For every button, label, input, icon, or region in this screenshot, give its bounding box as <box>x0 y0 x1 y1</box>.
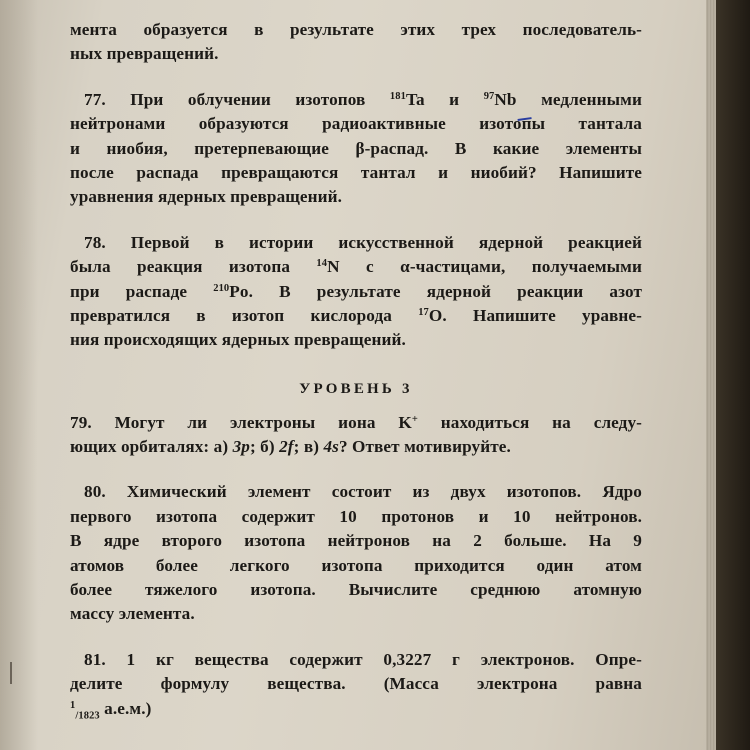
text-line: 80. Химический элемент состоит из двух изотопов. Ядро <box>84 482 642 502</box>
text-line: ния происходящих ядерных превращений. <box>70 330 406 350</box>
text-line: превратился в изотоп кислорода $^{17}$O. Напишите уравне- <box>70 305 642 325</box>
text-line: нейтронами образуются радиоактивные изотопы тантала <box>70 114 642 134</box>
text-line: 81. 1 кг вещества содержит 0,3227 г электронов. Опре- <box>84 649 642 669</box>
text-line: была реакция изотопа $^{14}$N с α-частицами, получаемыми <box>70 257 642 277</box>
text-line: массу элемента. <box>70 604 195 624</box>
text-line: более тяжелого изотопа. Вычислите среднюю атомную <box>70 580 642 600</box>
page-stack-edge <box>706 0 716 750</box>
text-line: атомов более легкого изотопа приходится один атом <box>70 555 642 575</box>
text-line: делите формулу вещества. (Масса электрона равна <box>70 674 642 694</box>
text-line: В ядре второго изотопа нейтронов на 2 больше. На 9 <box>70 531 642 551</box>
book-cover-edge <box>716 0 750 750</box>
margin-mark <box>10 662 12 684</box>
problem-78 <box>70 231 642 353</box>
problem-80 <box>70 480 642 626</box>
page-gutter-shadow <box>0 0 38 750</box>
problem-81 <box>70 648 642 721</box>
text-line: ющих орбиталях: а) 3p; б) 2f; в) 4s? Ответ мотивируйте. <box>70 437 511 457</box>
intro-paragraph <box>70 18 642 67</box>
text-line: мента образуется в результате этих трех последователь- <box>70 20 642 39</box>
text-line: первого изотопа содержит 10 протонов и 10 нейтронов. <box>70 506 642 526</box>
text-line: $^1_{/1823}$ а.е.м.) <box>70 698 152 722</box>
section-heading: УРОВЕНЬ 3 <box>299 380 413 397</box>
text-line: уравнения ядерных превращений. <box>70 187 343 207</box>
text-line: при распаде $^{210}$Po. В результате ядерной реакции азот <box>70 281 642 301</box>
page-text <box>70 18 642 721</box>
text-line: и ниобия, претерпевающие β-распад. В какие элементы <box>70 138 642 158</box>
text-line: 77. При облучении изотопов $^{181}$Ta и $^{97}$Nb медленными <box>84 89 642 109</box>
problem-77 <box>70 88 642 210</box>
problem-79 <box>70 411 642 460</box>
text-line: 79. Могут ли электроны иона K+ находиться на следу- <box>70 412 642 432</box>
text-line: после распада превращаются тантал и ниобий? Напишите <box>70 162 642 182</box>
text-line: 78. Первой в истории искусственной ядерной реакцией <box>84 232 642 252</box>
text-line: ных превращений. <box>70 44 219 64</box>
